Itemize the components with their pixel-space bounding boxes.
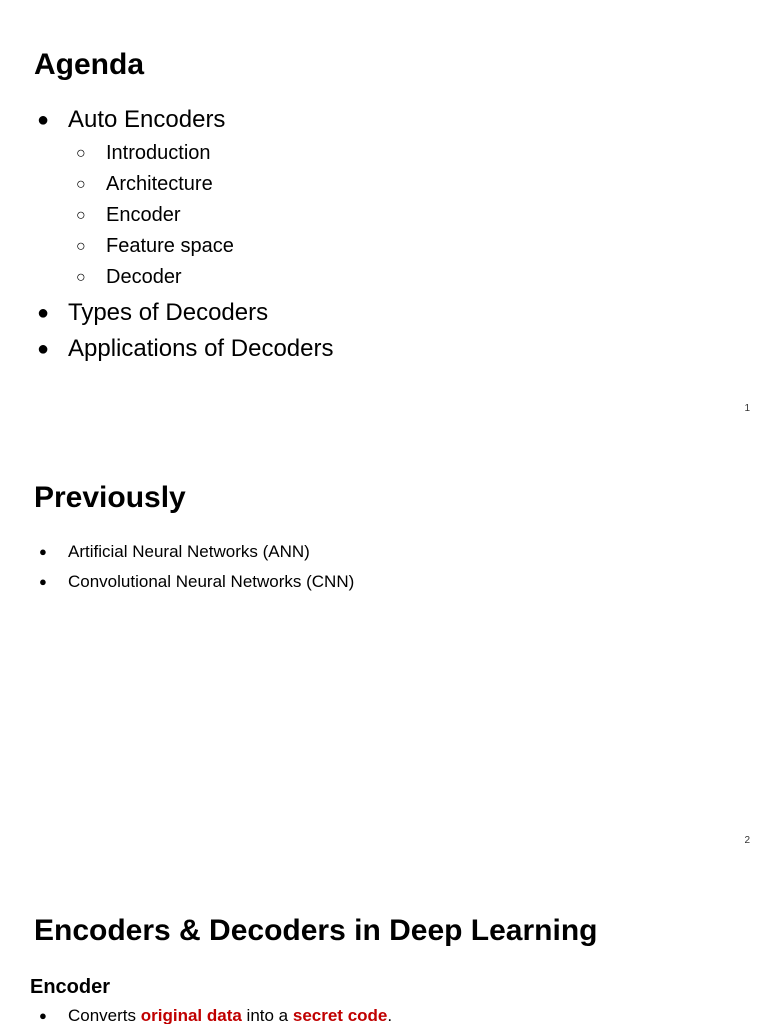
list-item bbox=[34, 567, 354, 597]
sub-list-item-label: Decoder bbox=[106, 266, 182, 288]
slide-title: Previously bbox=[34, 481, 186, 514]
hollow-bullet-icon: ○ bbox=[76, 176, 86, 193]
sub-list-item bbox=[34, 231, 333, 262]
filled-bullet-icon: ● bbox=[37, 302, 50, 324]
sub-list-item-label: Introduction bbox=[106, 142, 211, 164]
hollow-bullet-icon: ○ bbox=[76, 238, 86, 255]
sub-list-item-label: Encoder bbox=[106, 204, 181, 226]
sub-list bbox=[34, 138, 333, 293]
sub-list-item bbox=[34, 200, 333, 231]
bullet-text-middle: into a bbox=[241, 1006, 293, 1024]
page-number: 1 bbox=[744, 403, 750, 414]
hollow-bullet-icon: ○ bbox=[76, 269, 86, 286]
bullet-list bbox=[34, 1001, 392, 1024]
list-item bbox=[34, 1001, 392, 1024]
section-subheading: Encoder bbox=[30, 976, 111, 998]
list-item bbox=[34, 331, 333, 367]
slide-title: Encoders & Decoders in Deep Learning bbox=[34, 914, 598, 947]
sub-list-item bbox=[34, 262, 333, 293]
list-item bbox=[34, 295, 333, 331]
list-item-label: Artificial Neural Networks (ANN) bbox=[68, 542, 310, 561]
filled-bullet-icon: ● bbox=[37, 109, 50, 131]
filled-bullet-icon: ● bbox=[37, 338, 50, 360]
filled-bullet-icon: ● bbox=[39, 1008, 47, 1023]
highlight-secret-code: secret code bbox=[292, 1006, 388, 1024]
slide-agenda bbox=[0, 0, 768, 433]
filled-bullet-icon: ● bbox=[39, 574, 47, 589]
bullet-list bbox=[34, 537, 354, 597]
hollow-bullet-icon: ○ bbox=[76, 145, 86, 162]
list-item-label: Types of Decoders bbox=[68, 299, 269, 326]
sublist-container bbox=[34, 138, 333, 293]
slide-title: Agenda bbox=[34, 48, 145, 81]
hollow-bullet-icon: ○ bbox=[76, 207, 86, 224]
bullet-text-suffix: . bbox=[387, 1006, 393, 1024]
highlight-original-data: original data bbox=[140, 1006, 242, 1024]
slide-previously bbox=[0, 433, 768, 866]
slide-encoders-decoders bbox=[0, 866, 768, 1024]
sub-list-item bbox=[34, 169, 333, 200]
list-item bbox=[34, 102, 333, 138]
filled-bullet-icon: ● bbox=[39, 544, 47, 559]
sub-list-item bbox=[34, 138, 333, 169]
list-item-label: Convolutional Neural Networks (CNN) bbox=[68, 572, 355, 591]
page-number: 2 bbox=[744, 835, 750, 846]
sub-list-item-label: Feature space bbox=[106, 235, 234, 257]
list-item bbox=[34, 537, 354, 567]
sub-list-item-label: Architecture bbox=[106, 173, 213, 195]
agenda-list bbox=[34, 102, 333, 367]
list-item-label: Applications of Decoders bbox=[68, 335, 334, 362]
list-item-label: Auto Encoders bbox=[68, 106, 226, 133]
bullet-text-prefix: Converts bbox=[68, 1006, 141, 1024]
